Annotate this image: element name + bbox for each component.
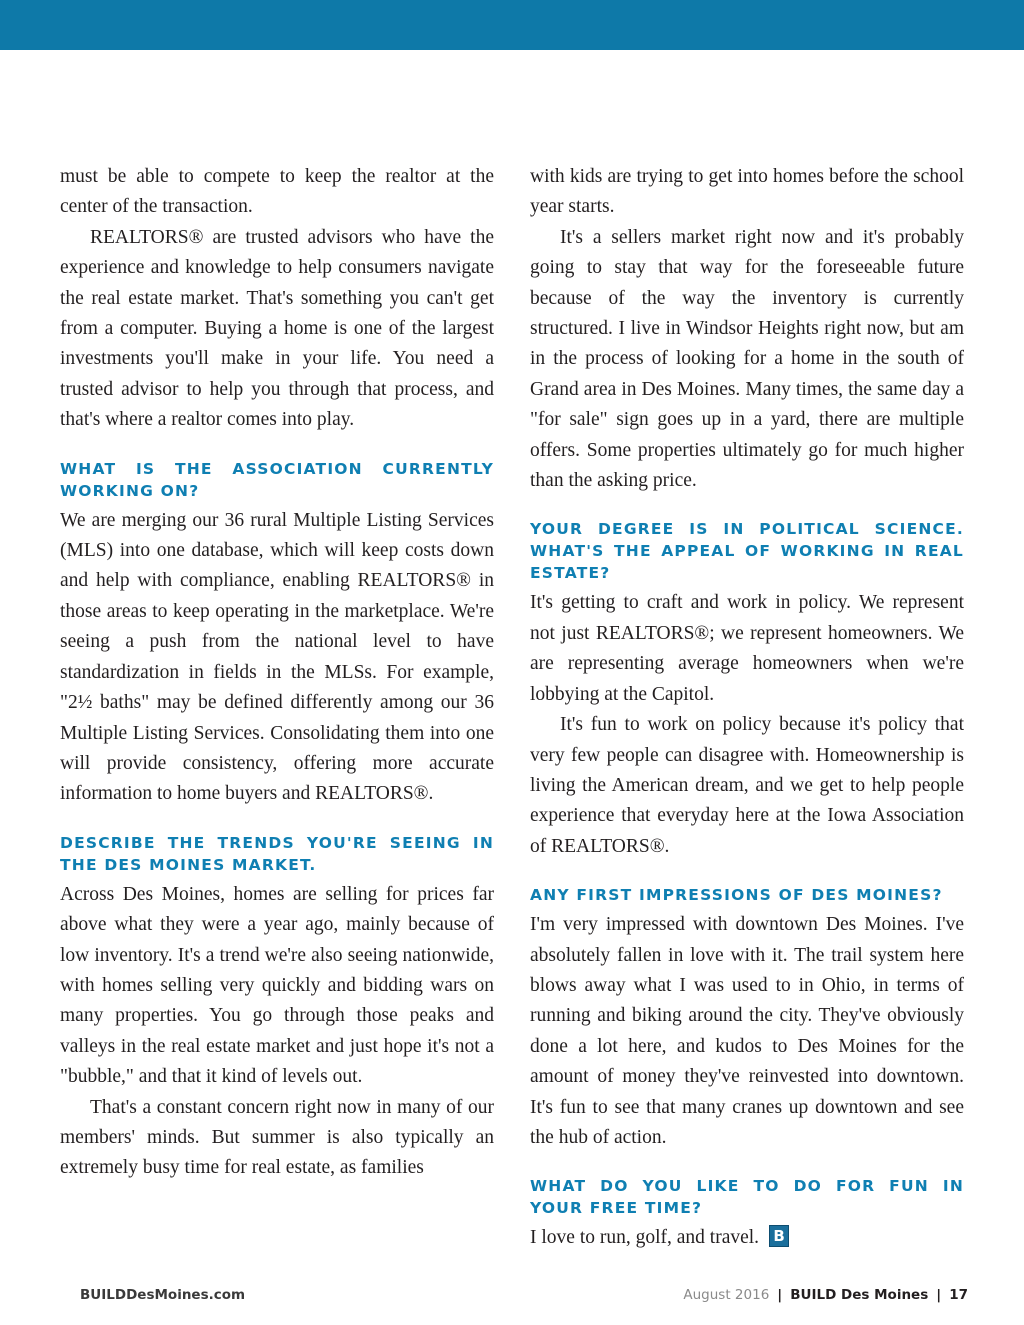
- paragraph: I'm very impressed with downtown Des Moines. I've absolutely fallen in love with it. The trail system here blows away what I was used to in Ohio, in terms of running and biking around the city. They've obviously done a lot here, and kudos to Des Moines for the amount of money they've reinvested into downtown. It's fun to see that many cranes up downtown and see the hub of action.: [530, 914, 964, 1148]
- page-number: 17: [949, 1287, 968, 1303]
- question-heading: ANY FIRST IMPRESSIONS OF DES MOINES?: [530, 886, 943, 905]
- footer-issue: August 2016: [683, 1287, 770, 1303]
- paragraph: REALTORS® are trusted advisors who have the experience and knowledge to help consumers navigate the real estate market. That's something you can't get from a computer. Buying a home is one of the largest investments you'll make in your life. You need a trusted advisor to help you through that process, and that's where a realtor comes into play.: [60, 226, 494, 431]
- closing-text: I love to run, golf, and travel.: [530, 1227, 760, 1249]
- paragraph: must be able to compete to keep the realtor at the center of the transaction.: [60, 166, 494, 218]
- question-heading: DESCRIBE THE TRENDS YOU'RE SEEING IN THE DES MOINES MARKET.: [60, 833, 494, 874]
- paragraph: It's fun to work on policy because it's policy that very few people can disagree with. Homeownership is living the American dream, and we get to help people experience that everyday here at the Iowa Association of REALTORS®.: [530, 714, 964, 857]
- question-heading: WHAT IS THE ASSOCIATION CURRENTLY WORKING ON?: [60, 459, 494, 500]
- paragraph: We are merging our 36 rural Multiple Listing Services (MLS) into one database, which will keep costs down and help with compliance, enabling REALTORS® in those areas to keep operating in the marketplace. We're seeing a push from the national level to have standardization in fields in the MLSs. For example, "2½ baths" may be defined differently among our 36 Multiple Listing Services. Consolidating them into one will provide consistency, offering more accurate information to home buyers and REALTORS®.: [60, 509, 494, 805]
- footer-website: BUILDDesMoines.com: [80, 1287, 246, 1303]
- paragraph: That's a constant concern right now in many of our members' minds. But summer is also typically an extremely busy time for real estate, as families: [60, 1096, 494, 1179]
- question-heading: YOUR DEGREE IS IN POLITICAL SCIENCE. WHAT'S THE APPEAL OF WORKING IN REAL ESTATE?: [530, 520, 964, 583]
- page-footer: [80, 1287, 968, 1307]
- left-column: [60, 162, 494, 1184]
- closing-paragraph: [530, 1223, 964, 1253]
- footer-separator: |: [936, 1287, 942, 1303]
- paragraph: Across Des Moines, homes are selling for prices far above what they were a year ago, mainly because of low inventory. It's a trend we're also seeing nationwide, with homes selling very quickly and bidding wars on many properties. You go through those peaks and valleys in the real estate market and just hope it's not a "bubble," and that it kind of levels out.: [60, 883, 494, 1088]
- footer-folio: [683, 1287, 968, 1303]
- build-end-mark-icon: B: [769, 1225, 789, 1247]
- paragraph: It's getting to craft and work in policy. We represent not just REALTORS®; we represent homeowners. We are representing average homeowners when we're lobbying at the Capitol.: [530, 592, 964, 705]
- right-column: [530, 162, 964, 1254]
- top-color-bar: [0, 0, 1024, 50]
- paragraph: It's a sellers market right now and it's probably going to stay that way for the foreseeable future because of the way the inventory is currently structured. I live in Windsor Heights right now, but am in the process of looking for a home in the south of Grand area in Des Moines. Many times, the same day a "for sale" sign goes up in a yard, there are multiple offers. Some properties ultimately go for much higher than the asking price.: [530, 226, 964, 492]
- footer-separator: |: [777, 1287, 783, 1303]
- paragraph: with kids are trying to get into homes before the school year starts.: [530, 166, 964, 218]
- footer-publication: BUILD Des Moines: [790, 1287, 929, 1303]
- question-heading: WHAT DO YOU LIKE TO DO FOR FUN IN YOUR FREE TIME?: [530, 1177, 964, 1218]
